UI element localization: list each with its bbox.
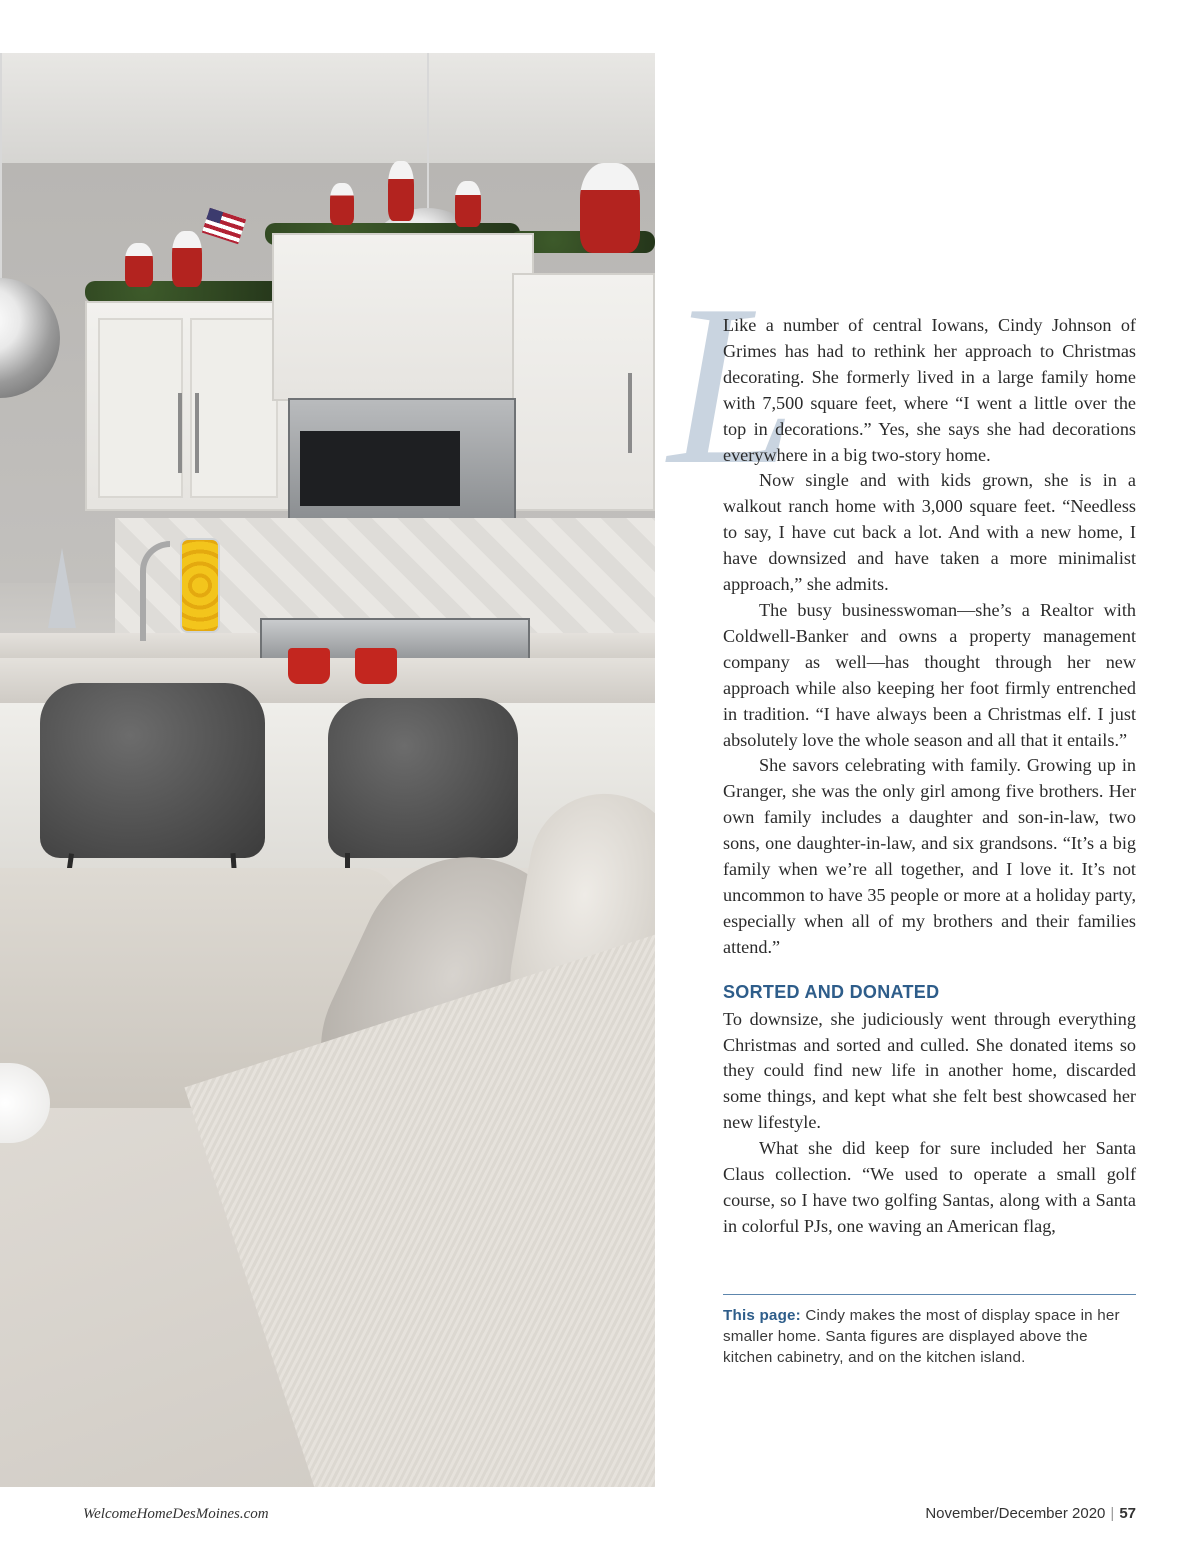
santa-figure [455, 181, 481, 227]
cabinet-handle [628, 373, 632, 453]
pendant-wire-center [427, 53, 429, 213]
article-paragraph: Now single and with kids grown, she is in a walkout ranch home with 3,000 square feet. “Needless to say, I have cut back a lot. And with a new home, I have downsized and have taken a more minimalist approach,” she admits. [723, 470, 1136, 595]
microwave-window [300, 431, 460, 506]
santa-figure [125, 243, 153, 287]
upper-cabinet-right [512, 273, 655, 511]
caption-label: This page: [723, 1307, 801, 1324]
bar-stool-left [40, 683, 265, 858]
santa-figure [330, 183, 354, 225]
footer-website: WelcomeHomeDesMoines.com [83, 1506, 269, 1522]
footer-separator: | [1110, 1505, 1115, 1522]
article-paragraph: She savors celebrating with family. Growing up in Granger, she was the only girl among five brothers. Her own family includes a daughter and son-in-law, two sons, one daughter-in-law, and six grandsons. “It’s a big family when we’re all together, and I love it. It’s not uncommon to have 35 people or more at a holiday party, especially when all of my brothers and their families attend.” [723, 755, 1136, 957]
santa-figure-large [580, 163, 640, 253]
lemon-jar [180, 538, 220, 633]
cabinet-door [98, 318, 183, 498]
article-column [723, 313, 1136, 1240]
cabinet-handle [178, 393, 182, 473]
article-paragraph: The busy businesswoman—she’s a Realtor with Coldwell-Banker and owns a property management company as well—has thought through her new approach while also keeping her foot firmly entrenched in tradition. “I have always been a Christmas elf. I just absolutely love the whole season and all that it entails.” [723, 599, 1136, 750]
red-mug [288, 648, 330, 684]
issue-date: November/December 2020 [925, 1505, 1106, 1522]
upper-cabinet-center [272, 233, 534, 401]
photo-caption [723, 1305, 1136, 1368]
article-paragraph: To downsize, she judiciously went through everything Christmas and sorted and culled. She donated items so they could find new life in another home, discarded some things, and kept what she felt best showcased her new lifestyle. [723, 1008, 1136, 1133]
red-mug [355, 648, 397, 684]
caption-text: Cindy makes the most of display space in her smaller home. Santa figures are displayed above the kitchen cabinetry, and on the kitchen island. [723, 1307, 1120, 1366]
caption-divider [723, 1294, 1136, 1295]
ceiling [0, 53, 655, 163]
cabinet-door [190, 318, 278, 498]
tinsel-tree [48, 548, 76, 628]
kitchen-faucet [140, 541, 170, 641]
article-paragraph: Like a number of central Iowans, Cindy Johnson of Grimes has had to rethink her approach to Christmas decorating. She formerly lived in a large family home with 7,500 square feet, where “I went a little over the top in decorations.” Yes, she says she had decorations everywhere in a big two-story home. [723, 315, 1136, 465]
drop-cap: L [668, 257, 796, 512]
article-paragraph: What she did keep for sure included her Santa Claus collection. “We used to operate a small golf course, so I have two golfing Santas, along with a Santa in colorful PJs, one waving an American flag, [723, 1138, 1136, 1236]
footer-issue-info [925, 1505, 1136, 1522]
page-number: 57 [1119, 1505, 1136, 1522]
section-heading: SORTED AND DONATED [723, 981, 940, 1002]
santa-figure [388, 161, 414, 221]
bar-stool-right [328, 698, 518, 858]
pendant-wire-left [0, 53, 2, 288]
kitchen-photo [0, 53, 655, 1487]
santa-figure [172, 231, 202, 287]
cabinet-handle [195, 393, 199, 473]
